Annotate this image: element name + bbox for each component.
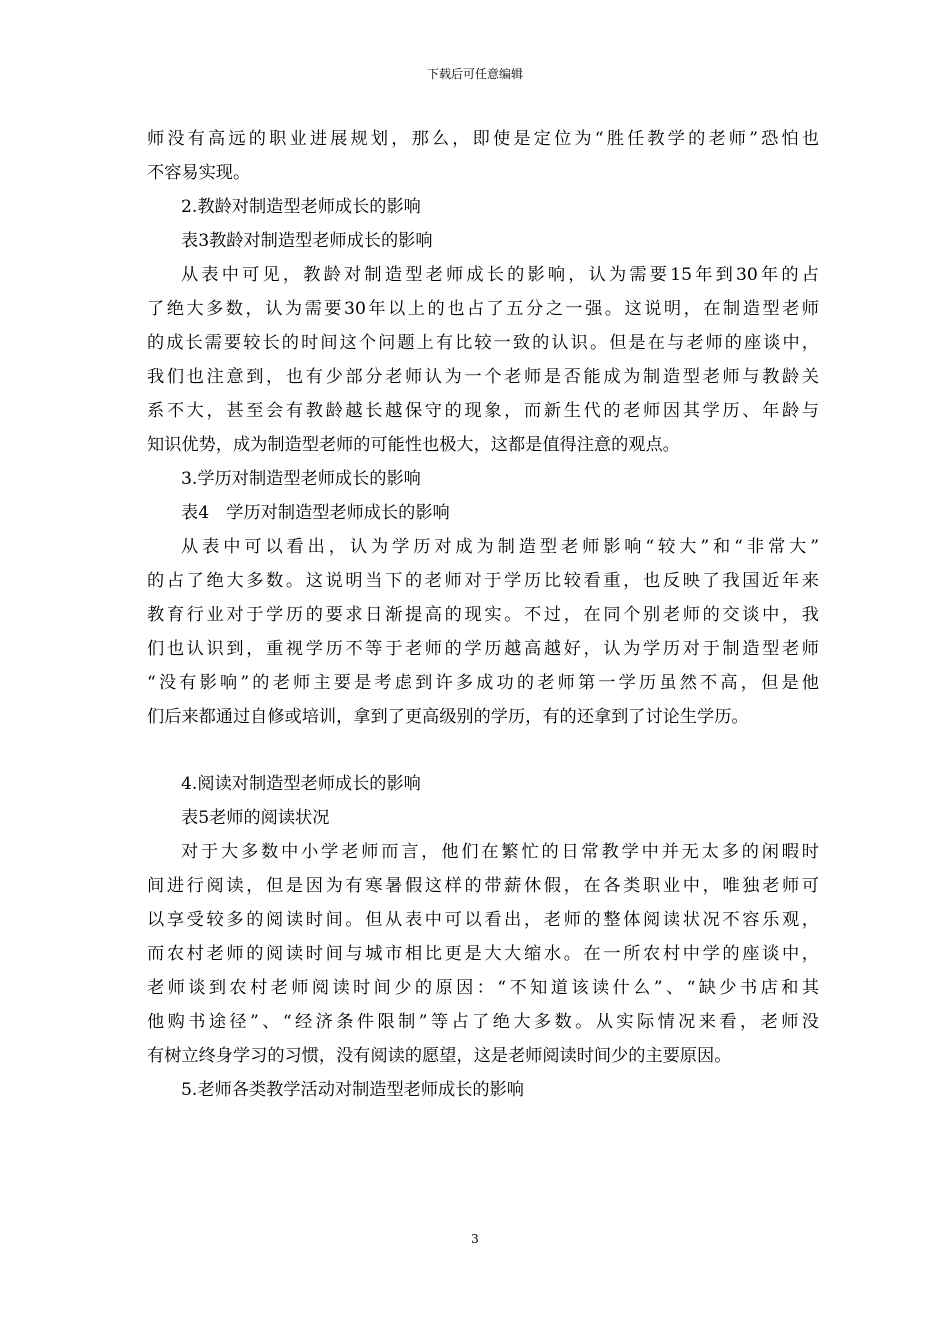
paragraph-line: 对于大多数中小学老师而言，他们在繁忙的日常教学中并无太多的闲暇时 [181, 842, 819, 862]
section-heading: 4.阅读对制造型老师成长的影响 [181, 774, 421, 794]
paragraph-line: 教育行业对于学历的要求日渐提高的现实。不过，在同个别老师的交谈中，我 [147, 605, 819, 625]
section-heading: 5.老师各类教学活动对制造型老师成长的影响 [181, 1080, 524, 1100]
paragraph-line: 我们也注意到，也有少部分老师认为一个老师是否能成为制造型老师与教龄关 [147, 367, 819, 387]
paragraph-line: 知识优势，成为制造型老师的可能性也极大，这都是值得注意的观点。 [147, 435, 680, 455]
paragraph-line: 他购书途径”、“经济条件限制”等占了绝大多数。从实际情况来看，老师没 [147, 1012, 819, 1032]
page-number: 3 [471, 1232, 479, 1246]
document-body [147, 124, 819, 1109]
paragraph-line: 师没有高远的职业进展规划，那么，即使是定位为“胜任教学的老师”恐怕也 [147, 129, 819, 149]
paragraph-line: 老师谈到农村老师阅读时间少的原因：“不知道该读什么”、“缺少书店和其 [147, 978, 819, 998]
paragraph-line: 从表中可见，教龄对制造型老师成长的影响，认为需要15年到30年的占 [181, 265, 819, 285]
paragraph-line: 的成长需要较长的时间这个问题上有比较一致的认识。但是在与老师的座谈中， [147, 333, 819, 353]
table-caption: 表3教龄对制造型老师成长的影响 [181, 231, 433, 251]
blank-line [147, 736, 819, 769]
page-header: 下载后可任意编辑 [426, 67, 523, 81]
paragraph-line: 而农村老师的阅读时间与城市相比更是大大缩水。在一所农村中学的座谈中， [147, 944, 819, 964]
table-caption: 表5老师的阅读状况 [181, 808, 330, 828]
paragraph-line: 们后来都通过自修或培训，拿到了更高级别的学历，有的还拿到了讨论生学历。 [147, 707, 749, 727]
paragraph-line: “没有影响”的老师主要是考虑到许多成功的老师第一学历虽然不高，但是他 [147, 673, 819, 693]
paragraph-line: 系不大，甚至会有教龄越长越保守的现象，而新生代的老师因其学历、年龄与 [147, 401, 819, 421]
paragraph-line: 以享受较多的阅读时间。但从表中可以看出，老师的整体阅读状况不容乐观， [147, 910, 819, 930]
section-heading: 3.学历对制造型老师成长的影响 [181, 469, 421, 489]
paragraph-line: 从表中可以看出，认为学历对成为制造型老师影响“较大”和“非常大” [181, 537, 819, 557]
paragraph-line: 不容易实现。 [147, 163, 251, 183]
paragraph-line: 了绝大多数，认为需要30年以上的也占了五分之一强。这说明，在制造型老师 [147, 299, 819, 319]
section-heading: 2.教龄对制造型老师成长的影响 [181, 197, 421, 217]
table-caption: 表4 学历对制造型老师成长的影响 [181, 503, 450, 523]
paragraph-line: 们也认识到，重视学历不等于老师的学历越高越好，认为学历对于制造型老师 [147, 639, 819, 659]
paragraph-line: 间进行阅读，但是因为有寒暑假这样的带薪休假，在各类职业中，唯独老师可 [147, 876, 819, 896]
paragraph-line: 有树立终身学习的习惯，没有阅读的愿望，这是老师阅读时间少的主要原因。 [147, 1046, 732, 1066]
paragraph-line: 的占了绝大多数。这说明当下的老师对于学历比较看重，也反映了我国近年来 [147, 571, 819, 591]
